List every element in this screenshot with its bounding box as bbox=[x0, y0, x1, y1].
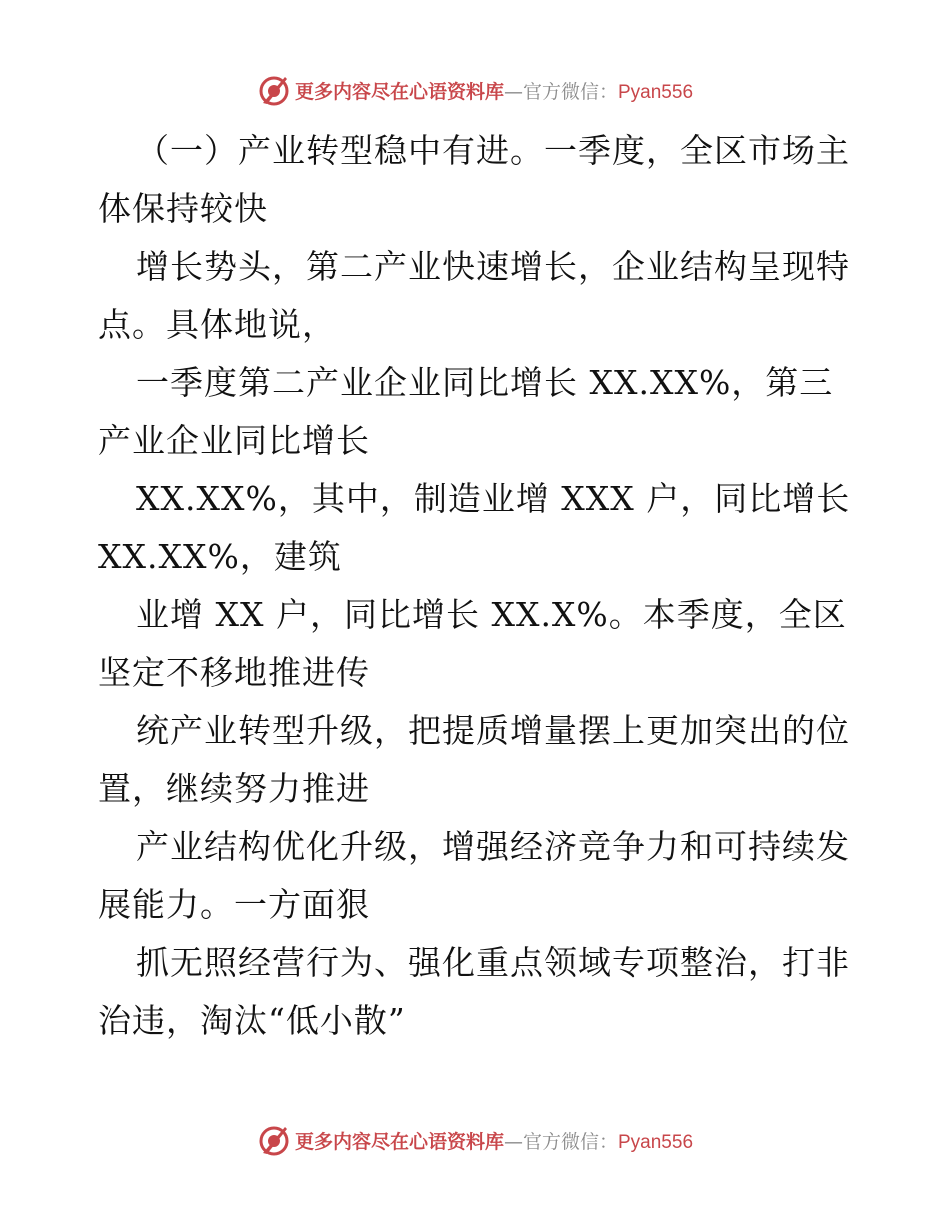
paragraph-6: 统产业转型升级，把提质增量摆上更加突出的位置，继续努力推进 bbox=[98, 711, 850, 808]
paragraph-4: XX.XX%，其中，制造业增 XXX 户，同比增长 XX.XX%，建筑 bbox=[98, 479, 851, 576]
paragraph-2: 增长势头，第二产业快速增长，企业结构呈现特点。具体地说， bbox=[98, 247, 850, 344]
paragraph-3: 一季度第二产业企业同比增长 XX.XX%，第三产业企业同比增长 bbox=[98, 363, 834, 460]
watermark-sub: 官方微信： bbox=[522, 80, 618, 103]
quill-logo-icon bbox=[257, 73, 291, 107]
watermark-sub: 官方微信： bbox=[522, 1130, 618, 1153]
watermark-dash: — bbox=[503, 1130, 523, 1153]
watermark-dash: — bbox=[503, 80, 523, 103]
watermark-text bbox=[295, 1127, 693, 1154]
paragraph-7: 产业结构优化升级，增强经济竞争力和可持续发展能力。一方面狠 bbox=[98, 827, 850, 924]
watermark-main: 更多内容尽在心语资料库 bbox=[294, 80, 504, 103]
header-watermark bbox=[0, 70, 950, 110]
quill-logo-icon bbox=[257, 1123, 291, 1157]
watermark-id: Pyan556 bbox=[618, 1131, 694, 1153]
paragraph-1: （一）产业转型稳中有进。一季度，全区市场主体保持较快 bbox=[98, 131, 850, 228]
footer-watermark bbox=[0, 1120, 950, 1160]
watermark-id: Pyan556 bbox=[618, 81, 694, 103]
watermark-main: 更多内容尽在心语资料库 bbox=[294, 1130, 504, 1153]
paragraph-5: 业增 XX 户，同比增长 XX.X%。本季度，全区坚定不移地推进传 bbox=[98, 595, 847, 692]
paragraph-8: 抓无照经营行为、强化重点领域专项整治，打非治违，淘汰“低小散” bbox=[98, 943, 850, 1040]
watermark-text bbox=[295, 77, 693, 104]
document-body bbox=[98, 122, 858, 1050]
